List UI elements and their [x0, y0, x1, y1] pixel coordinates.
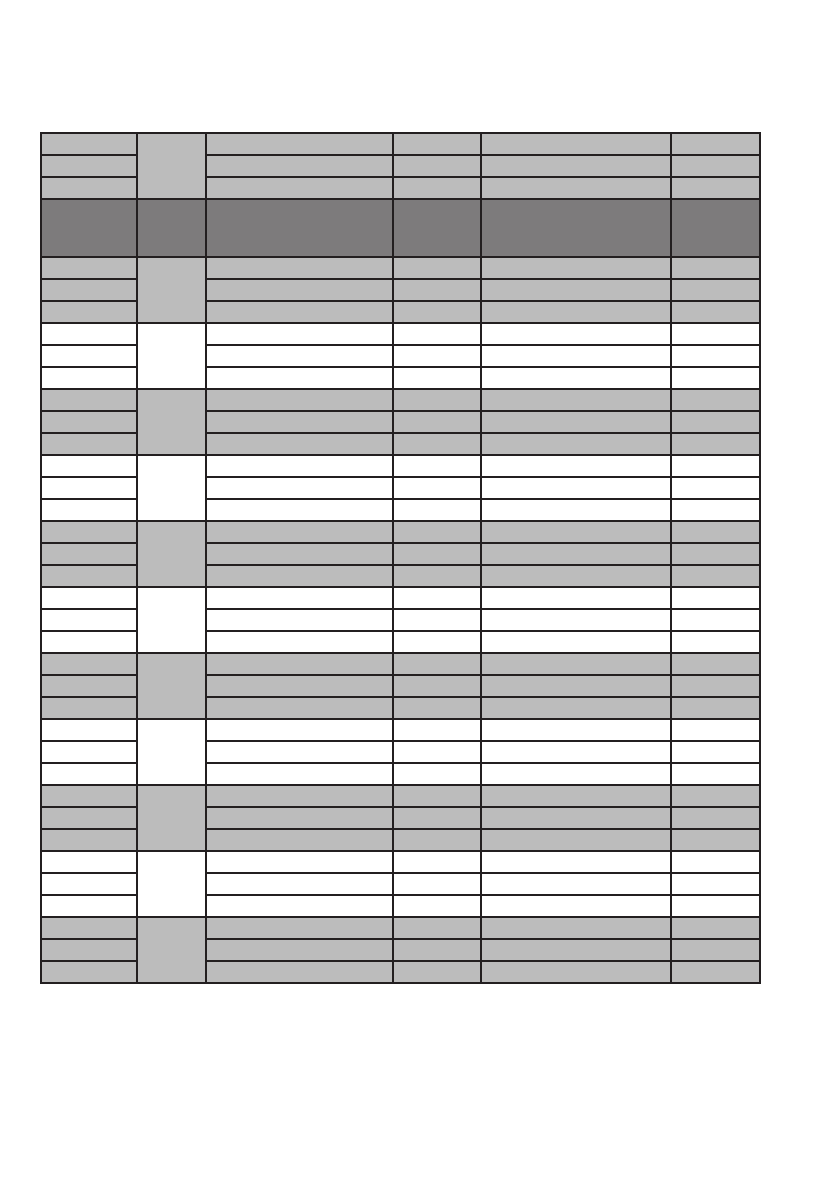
table-cell: [671, 433, 760, 455]
table-cell: [206, 323, 393, 345]
table-cell: [481, 301, 671, 323]
table-cell: [671, 389, 760, 411]
table-cell: [481, 939, 671, 961]
table-cell: [671, 133, 760, 155]
table-cell: [206, 521, 393, 543]
table-cell: [481, 917, 671, 939]
table-cell: [206, 587, 393, 609]
group-cell: [137, 389, 206, 455]
table-cell: [41, 807, 137, 829]
table-cell: [41, 785, 137, 807]
header-cell: [671, 199, 760, 257]
table-cell: [41, 345, 137, 367]
table-cell: [671, 543, 760, 565]
table-cell: [393, 895, 481, 917]
table-cell: [481, 323, 671, 345]
header-cell: [206, 199, 393, 257]
table-cell: [671, 609, 760, 631]
table-cell: [41, 257, 137, 279]
table-cell: [206, 785, 393, 807]
table-cell: [393, 433, 481, 455]
table-cell: [206, 455, 393, 477]
table-cell: [41, 631, 137, 653]
table-cell: [206, 389, 393, 411]
table-cell: [671, 719, 760, 741]
table-cell: [671, 741, 760, 763]
table-cell: [41, 873, 137, 895]
table-cell: [41, 521, 137, 543]
table-cell: [206, 961, 393, 983]
table-cell: [206, 631, 393, 653]
header-row: [41, 199, 760, 257]
table-cell: [481, 565, 671, 587]
table-cell: [41, 301, 137, 323]
table-cell: [481, 895, 671, 917]
data-table: [40, 132, 761, 984]
table-cell: [393, 587, 481, 609]
table-row: [41, 719, 760, 741]
table-cell: [206, 499, 393, 521]
header-cell: [393, 199, 481, 257]
table-cell: [393, 155, 481, 177]
table-cell: [393, 499, 481, 521]
table-cell: [41, 851, 137, 873]
table-cell: [481, 367, 671, 389]
table-cell: [393, 177, 481, 199]
table-cell: [671, 477, 760, 499]
group-cell: [137, 521, 206, 587]
table-cell: [671, 301, 760, 323]
table-cell: [393, 133, 481, 155]
table-cell: [393, 279, 481, 301]
table-row: [41, 389, 760, 411]
table-cell: [671, 367, 760, 389]
table-cell: [41, 719, 137, 741]
table-cell: [481, 851, 671, 873]
table-cell: [481, 873, 671, 895]
table-cell: [671, 917, 760, 939]
table-cell: [206, 851, 393, 873]
table-cell: [206, 741, 393, 763]
table-cell: [481, 609, 671, 631]
table-cell: [481, 741, 671, 763]
table-cell: [206, 279, 393, 301]
table-cell: [671, 499, 760, 521]
header-cell: [137, 199, 206, 257]
table-cell: [41, 609, 137, 631]
table-cell: [206, 433, 393, 455]
table-cell: [393, 939, 481, 961]
group-cell: [137, 323, 206, 389]
table-cell: [481, 411, 671, 433]
table-cell: [206, 829, 393, 851]
table-cell: [206, 895, 393, 917]
table-cell: [206, 411, 393, 433]
table-cell: [41, 477, 137, 499]
table-cell: [671, 631, 760, 653]
table-cell: [41, 367, 137, 389]
table-cell: [481, 279, 671, 301]
table-cell: [671, 785, 760, 807]
table-cell: [41, 653, 137, 675]
table-cell: [393, 345, 481, 367]
table-body: [41, 133, 760, 983]
table-cell: [481, 961, 671, 983]
table-cell: [393, 697, 481, 719]
table-cell: [393, 785, 481, 807]
table-cell: [393, 653, 481, 675]
table-cell: [41, 411, 137, 433]
table-cell: [481, 543, 671, 565]
table-cell: [393, 257, 481, 279]
table-cell: [671, 653, 760, 675]
table-cell: [481, 763, 671, 785]
table-cell: [41, 389, 137, 411]
group-cell: [137, 653, 206, 719]
table-cell: [481, 807, 671, 829]
table-cell: [206, 155, 393, 177]
table-cell: [671, 345, 760, 367]
table-cell: [41, 741, 137, 763]
table-cell: [41, 829, 137, 851]
table-cell: [206, 565, 393, 587]
table-cell: [393, 917, 481, 939]
table-cell: [206, 675, 393, 697]
table-cell: [481, 631, 671, 653]
table-cell: [41, 961, 137, 983]
table-cell: [671, 521, 760, 543]
table-cell: [393, 301, 481, 323]
table-cell: [206, 301, 393, 323]
table-cell: [41, 895, 137, 917]
table-cell: [393, 411, 481, 433]
table-cell: [206, 653, 393, 675]
table-cell: [393, 609, 481, 631]
table-cell: [393, 543, 481, 565]
table-cell: [393, 323, 481, 345]
table-cell: [481, 785, 671, 807]
table-cell: [41, 939, 137, 961]
table-cell: [671, 873, 760, 895]
table-cell: [393, 455, 481, 477]
group-cell: [137, 455, 206, 521]
table-cell: [671, 323, 760, 345]
group-cell: [137, 719, 206, 785]
table-row: [41, 323, 760, 345]
table-cell: [41, 279, 137, 301]
table-cell: [206, 939, 393, 961]
table-row: [41, 587, 760, 609]
table-cell: [481, 477, 671, 499]
table-cell: [671, 455, 760, 477]
header-cell: [481, 199, 671, 257]
table-cell: [206, 697, 393, 719]
table-cell: [481, 433, 671, 455]
table-cell: [393, 477, 481, 499]
table-cell: [393, 389, 481, 411]
table-cell: [206, 257, 393, 279]
group-cell: [137, 133, 206, 199]
table-cell: [481, 675, 671, 697]
table-cell: [41, 323, 137, 345]
table-cell: [393, 565, 481, 587]
group-cell: [137, 587, 206, 653]
table-cell: [41, 543, 137, 565]
table-cell: [393, 829, 481, 851]
table-cell: [393, 807, 481, 829]
table-cell: [481, 177, 671, 199]
table-cell: [206, 807, 393, 829]
table-cell: [393, 631, 481, 653]
table-cell: [41, 675, 137, 697]
table-cell: [41, 177, 137, 199]
table-row: [41, 851, 760, 873]
table-cell: [481, 719, 671, 741]
table-cell: [393, 367, 481, 389]
table-cell: [671, 961, 760, 983]
table-cell: [206, 543, 393, 565]
table-row: [41, 455, 760, 477]
table-cell: [206, 345, 393, 367]
table-cell: [671, 675, 760, 697]
table-cell: [481, 257, 671, 279]
table-cell: [393, 675, 481, 697]
table-cell: [393, 851, 481, 873]
table-cell: [671, 257, 760, 279]
table-cell: [41, 455, 137, 477]
table-cell: [206, 477, 393, 499]
table-cell: [206, 917, 393, 939]
table-cell: [671, 939, 760, 961]
table-cell: [481, 345, 671, 367]
table-cell: [393, 763, 481, 785]
table-cell: [671, 697, 760, 719]
table-cell: [206, 763, 393, 785]
table-cell: [671, 411, 760, 433]
group-cell: [137, 917, 206, 983]
table-cell: [393, 961, 481, 983]
table-cell: [481, 389, 671, 411]
table-cell: [41, 499, 137, 521]
table-cell: [481, 587, 671, 609]
table-cell: [393, 719, 481, 741]
table-cell: [671, 177, 760, 199]
table-cell: [41, 587, 137, 609]
table-cell: [41, 155, 137, 177]
table-cell: [671, 895, 760, 917]
table-cell: [41, 565, 137, 587]
table-cell: [41, 917, 137, 939]
table-cell: [206, 873, 393, 895]
group-cell: [137, 785, 206, 851]
table-cell: [41, 133, 137, 155]
table-cell: [671, 279, 760, 301]
table-cell: [393, 521, 481, 543]
table-cell: [393, 741, 481, 763]
table-cell: [41, 433, 137, 455]
table-cell: [206, 719, 393, 741]
table-cell: [671, 807, 760, 829]
table-cell: [481, 653, 671, 675]
table-cell: [206, 133, 393, 155]
table-cell: [671, 763, 760, 785]
table-cell: [206, 609, 393, 631]
table-row: [41, 521, 760, 543]
table-row: [41, 917, 760, 939]
header-cell: [41, 199, 137, 257]
table-row: [41, 653, 760, 675]
group-cell: [137, 257, 206, 323]
table-row: [41, 133, 760, 155]
table-cell: [671, 565, 760, 587]
table-cell: [671, 155, 760, 177]
table-cell: [481, 697, 671, 719]
group-cell: [137, 851, 206, 917]
table-cell: [481, 133, 671, 155]
table-cell: [206, 177, 393, 199]
table-row: [41, 257, 760, 279]
table-cell: [481, 521, 671, 543]
table-cell: [481, 499, 671, 521]
table-cell: [393, 873, 481, 895]
table-cell: [206, 367, 393, 389]
table-cell: [671, 851, 760, 873]
table-cell: [671, 829, 760, 851]
table-cell: [481, 155, 671, 177]
table-cell: [671, 587, 760, 609]
table-cell: [481, 455, 671, 477]
table-row: [41, 785, 760, 807]
table-cell: [41, 697, 137, 719]
table-cell: [481, 829, 671, 851]
table-cell: [41, 763, 137, 785]
